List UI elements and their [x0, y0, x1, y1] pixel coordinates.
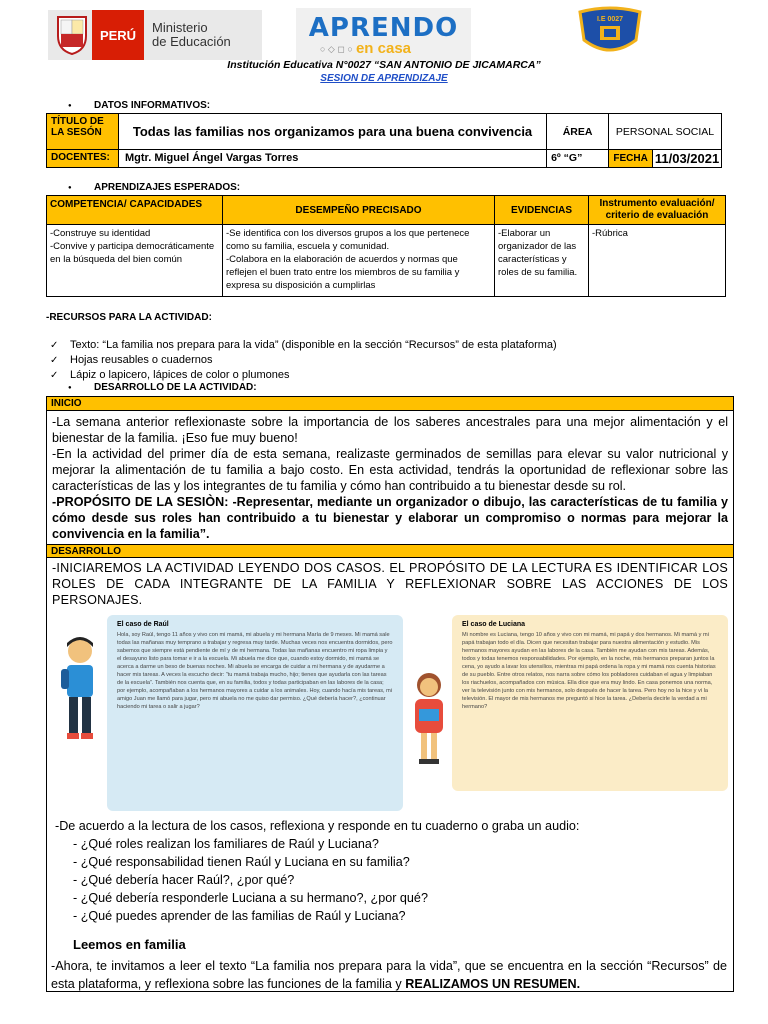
- aprendizajes-heading: ● APRENDIZAJES ESPERADOS:: [94, 182, 240, 193]
- peru-shield-icon: [52, 12, 92, 58]
- dots-icon: ○ ◇ ◻ ○: [320, 44, 353, 54]
- en-casa-title: en casa: [355, 40, 412, 57]
- final-text: -Ahora, te invitamos a leer el texto “La familia nos prepara para la vida”, que se encuentra en la sección “Recursos” de esta plataforma, y reflexiona sobre las funciones de la familia y: [51, 959, 727, 991]
- session-title: SESION DE APRENDIZAJE: [320, 73, 448, 84]
- final-emphasis: REALIZAMOS UN RESUMEN.: [405, 977, 581, 991]
- proposito-paragraph: -PROPÓSITO DE LA SESIÒN: -Representar, mediante un organizador o dibujo, las características de tu familia y cómo desde sus roles han contribuido a tu bienestar y elaborar un compromiso o normas para mejorar la convivencia en la familia”.: [52, 495, 728, 541]
- inicio-label: INICIO: [47, 397, 733, 411]
- caso-raul-title: El caso de Raúl: [117, 621, 169, 628]
- desarrollo-actividad-heading: ● DESARROLLO DE LA ACTIVIDAD:: [94, 382, 257, 393]
- recurso-item: ✓ Texto: “La familia nos prepara para la vida” (disponible en la sección “Recursos” de esta plataforma): [70, 338, 557, 353]
- header-desempeno: DESEMPEÑO PRECISADO: [223, 196, 495, 225]
- caso-luciana-text: Mi nombre es Luciana, tengo 10 años y vivo con mi mamá, mi papá y dos hermanos. Mi mamá y mi papá trabajan todo el día. Dicen que necesitan trabajar para nuestra alimentación y estudio. Mis hermanos mayores ayudan en las labores de la casa. También me ayudan con mis tareas. Además, todos y todas tenemos responsabilidades. Por ejemplo, en la noche, mis hermanos preparan juntos la cena, yo ayudo a lavar los utensilios, mientras mi papá ordena la ropa y mi mamá nos cuenta historias de su pueblo. Entre otros relatos, nos narra sobre cómo los pobladores cuidaban el agua y limpiaban los riachuelos, acompañados con música. Ella dice que era muy lindo. En casa ponemos una norma, ver la televisión junto con mis hermanos, solo después de hacer la tarea. Pero hoy no la hice y vi la televisión. El mayor de mis hermanos me preguntó si hice la tarea. ¿Debería decirle la verdad a mi hermano?: [462, 632, 716, 710]
- caso-luciana-title: El caso de Luciana: [462, 621, 526, 628]
- competencia-item: -Convive y participa democráticamente en la búsqueda del bien común: [50, 241, 215, 265]
- ie-code: I.E 0027: [596, 16, 624, 23]
- recurso-item: ✓ Lápiz o lapicero, lápices de color o plumones: [70, 368, 557, 383]
- fecha-label: FECHA: [609, 150, 653, 168]
- desarrollo-label: DESARROLLO: [47, 544, 733, 558]
- school-shield-logo: [574, 6, 646, 58]
- final-paragraph: [51, 957, 727, 993]
- peru-label: PERÚ: [92, 10, 144, 60]
- datos-heading: ● DATOS INFORMATIVOS:: [94, 100, 210, 111]
- caso-raul-text: Hola, soy Raúl, tengo 11 años y vivo con mi mamá, mi abuela y mi hermana María de 9 meses. Mi mamá sale todas las mañanas muy temprano a trabajar y regresa muy tarde. Muchas veces nos encuentra dormidos, pero sabemos que siempre está pendiente de mí y de mi hermana. Todas las mañanas encuentro mi ropa limpia y el desayuno listo para tomar e ir a la escuela. Mi abuela me dice que, cuando estoy dormido, mi mamá se acerca a darme un beso de buenas noches. Mi abuela se encarga de cuidar a mi hermana y de ayudarme a hacer mis tareas. A veces la escucho decir: “tu mamá trabaja mucho, hijo; tienes que ayudarla con las tareas de la escuela”. También nos cuenta que, en su familia, todos y todas participaban en las labores de la casa; por ejemplo, acompañaban a los hermanos mayores a cuidar a los animales. Hoy, cuando hacía mis tareas, mi amigo Juan me llamó para jugar, pero mi abuela no me quiso dar permiso. ¿Qué debería hacer?, ¿continuar haciendo mi tarea o salir a jugar?: [117, 632, 393, 710]
- inicio-paragraph-2: -En la actividad del primer día de esta semana, realizaste germinados de semillas para elevar su valor nutricional y mejorar la alimentación de tu familia a bajo costo. En esta actividad, tendrás la oportunidad de reflexionar sobre las características de las y los integrantes de tu familia y cómo han contribuido a tu bienestar desde su rol.: [52, 447, 728, 493]
- question-item: - ¿Qué debería responderle Luciana a su hermano?, ¿por qué?: [73, 891, 428, 905]
- competencia-item: -Construye su identidad: [50, 228, 151, 239]
- leemos-heading: Leemos en familia: [73, 937, 186, 952]
- header-competencia: COMPETENCIA/ CAPACIDADES: [47, 196, 223, 225]
- ministerio-text: Ministerio: [152, 20, 208, 35]
- actividad-box: [46, 396, 734, 992]
- caso-luciana-card: [452, 615, 728, 791]
- questions-intro: -De acuerdo a la lectura de los casos, reflexiona y responde en tu cuaderno o graba un audio:: [55, 819, 580, 833]
- question-item: - ¿Qué puedes aprender de las familias de Raúl y Luciana?: [73, 909, 406, 923]
- question-item: - ¿Qué roles realizan los familiares de Raúl y Luciana?: [73, 837, 379, 851]
- girl-illustration-icon: [407, 669, 451, 767]
- recursos-heading: -RECURSOS PARA LA ACTIVIDAD:: [46, 312, 212, 323]
- docentes-value: Mgtr. Miguel Ángel Vargas Torres: [119, 150, 547, 168]
- recursos-list: [70, 338, 557, 383]
- question-item: - ¿Qué debería hacer Raúl?, ¿por qué?: [73, 873, 295, 887]
- competencias-table: [46, 195, 726, 297]
- info-table: [46, 113, 722, 168]
- minedu-logo: [48, 10, 262, 60]
- area-label: ÁREA: [547, 114, 609, 150]
- fecha-value: 11/03/2021: [653, 150, 722, 168]
- desempeno-item: -Se identifica con los diversos grupos a los que pertenece como su familia, escuela y comunidad.: [226, 228, 470, 252]
- de-educacion-text: de Educación: [152, 34, 231, 49]
- titulo-value: Todas las familias nos organizamos para una buena convivencia: [119, 114, 547, 150]
- institution-name: Institución Educativa N°0027 “SAN ANTONIO DE JICAMARCA”: [227, 59, 541, 71]
- caso-raul-card: [107, 615, 403, 811]
- inicio-paragraph-1: -La semana anterior reflexionaste sobre la importancia de los saberes ancestrales para una mejor alimentación y el bienestar de la familia. ¡Eso fue muy bueno!: [52, 415, 728, 445]
- recurso-item: ✓ Hojas reusables o cuadernos: [70, 353, 557, 368]
- aprendo-en-casa-logo: [296, 8, 471, 62]
- titulo-label: TÍTULO DE LA SESÓN: [47, 114, 119, 150]
- evidencias-value: -Elaborar un organizador de las características y roles de su familia.: [495, 225, 589, 297]
- boy-illustration-icon: [55, 635, 105, 745]
- question-item: - ¿Qué responsabilidad tienen Raúl y Luciana en su familia?: [73, 855, 410, 869]
- docentes-label: DOCENTES:: [47, 150, 119, 168]
- header-evidencias: EVIDENCIAS: [495, 196, 589, 225]
- desempeno-item: -Colabora en la elaboración de acuerdos y normas que reflejen el buen trato entre los miembros de su familia y expresa su disposición a cumplirlas: [226, 254, 460, 291]
- desarrollo-intro: -INICIAREMOS LA ACTIVIDAD LEYENDO DOS CASOS. EL PROPÓSITO DE LA LECTURA ES IDENTIFICAR LOS ROLES DE CADA INTEGRANTE DE LA FAMILIA Y REFLEXIONAR SOBRE LAS ACCIONES DE LOS PERSONAJES.: [52, 561, 728, 607]
- instrumento-value: -Rúbrica: [589, 225, 726, 297]
- header-instrumento: Instrumento evaluación/ criterio de evaluación: [589, 196, 726, 225]
- questions-block: [55, 817, 579, 925]
- aprendo-title: APRENDO: [308, 13, 459, 43]
- grado-value: 6º “G”: [547, 150, 609, 168]
- area-value: PERSONAL SOCIAL: [609, 114, 722, 150]
